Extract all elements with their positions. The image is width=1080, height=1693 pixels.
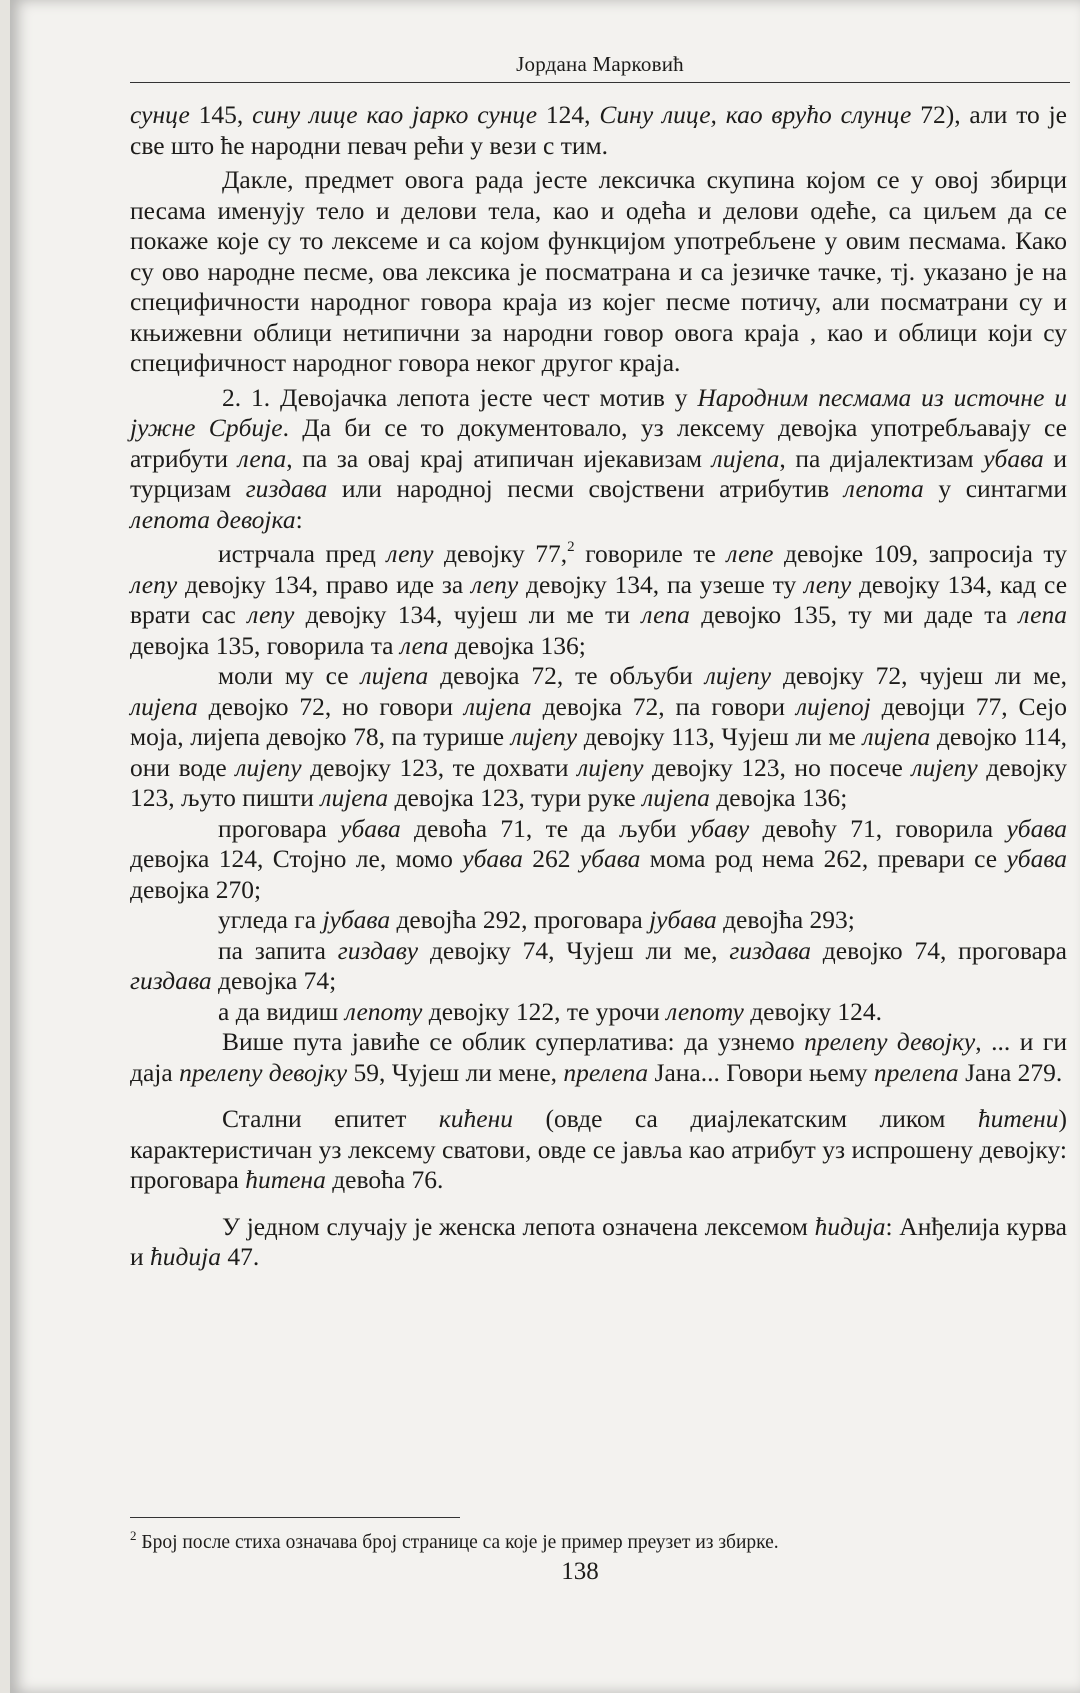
- paragraph-1: сунце 145, сину лице као јарко сунце 124, Сину лице, као врућо слунце 72), али то је све што ће народни певач рећи у вези с тим.: [130, 100, 1068, 160]
- example-lepa: истрчала пред лепу девојку 77,$^2$ говориле те лепе девојке 109, запросија ту лепу девојку 134, право иде за лепу девојку 134, па узеше ту лепу девојку 134, кад се врати сас лепу девојку 134, чујеш ли ме ти лепа девојко 135, ту ми даде та лепа девојка 135, говорила та лепа девојка 136;: [130, 539, 1068, 660]
- example-lepota: а да видиш лепоту девојку 122, те урочи лепоту девојку 124.: [218, 996, 882, 1026]
- paragraph-3: 2. 1. Девојачка лепота јесте чест мотив у Народним песмама из источне и јужне Србије. Да би се то документовало, уз лексему девојка употребљавају се атрибути лепа, па за овај крај атипичан ијекавизам лијепа, па дијалектизам убава и турцизам гиздава или народној песми својствени атрибутив лепота у синтагми лепота девојка:: [130, 382, 1068, 534]
- example-ubava: проговара убава девоћа 71, те да љуби убаву девоћу 71, говорила убава девојка 124, Стојно ле, момо убава 262 убава мома род нема 262, превари се убава девојка 270;: [130, 813, 1068, 904]
- example-lijepa: моли му се лијепа девојка 72, те обљуби лијепу девојку 72, чујеш ли ме, лијепа девојко 72, но говори лијепа девојка 72, па говори лијепој девојци 77, Сејо моја, лијепа девојко 78, па турише лијепу девојку 113, Чујеш ли ме лијепа девојко 114, они воде лијепу девојку 123, те дохвати лијепу девојку 123, но посече лијепу девојку 123, љуто пишти лијепа девојка 123, тури руке лијепа девојка 136;: [130, 661, 1068, 812]
- running-header: Јордана Марковић: [516, 52, 684, 76]
- footnote-text: Број после стиха означава број странице са које је пример преузет из збирке.: [136, 1532, 779, 1553]
- footnote-number: 2: [130, 1528, 137, 1543]
- example-jubava: угледа га јубава девојћа 292, проговара јубава девојћа 293;: [218, 905, 855, 934]
- page-number: 138: [561, 1558, 599, 1585]
- paragraph-superlative: Више пута јавиће се облик суперлатива: да узнемо прелепу девојку, ... и ги даја прелепу девојку 59, Чујеш ли мене, прелепа Јана... Говори њему прелепа Јана 279.: [130, 1027, 1067, 1087]
- body-text: [130, 100, 1067, 1273]
- paragraph-2: Дакле, предмет овога рада јесте лексичка скупина којом се у овој збирци песама именују тело и делови тела, као и одећа и делови одеће, са циљем да се покаже које су то лексеме и са којом функцијом употребљене у овим песмама. Како су ово народне песме, ова лексика је посматрана и са језичке тачке, тј. указано је на специфичности народног говора краја из којег песме потичу, али посматрани су и књижевни облици нетипични за народни говор овога краја , као и облици који су специфичност народног говора неког другог краја.: [130, 165, 1067, 377]
- paragraph-cidija: У једном случају је женска лепота означена лексемом ћидија: Анђелија курва и ћидија 47.: [130, 1211, 1067, 1271]
- paragraph-epithet: Стални епитет кићени (овде са диајлекатским ликом ћитени) карактеристичан уз лексему сватови, овде се јавља као атрибут уз испрошену девојку: проговара ћитена девоћа 76.: [130, 1104, 1067, 1194]
- footnote-rule: [130, 1517, 460, 1518]
- footnote: [130, 1530, 1060, 1556]
- example-gizdava: па запита гиздаву девојку 74, Чујеш ли ме, гиздава девојко 74, проговара гиздава девојка 74;: [130, 935, 1067, 995]
- footnote-ref: 2: [567, 539, 575, 555]
- header-rule: [130, 82, 1070, 83]
